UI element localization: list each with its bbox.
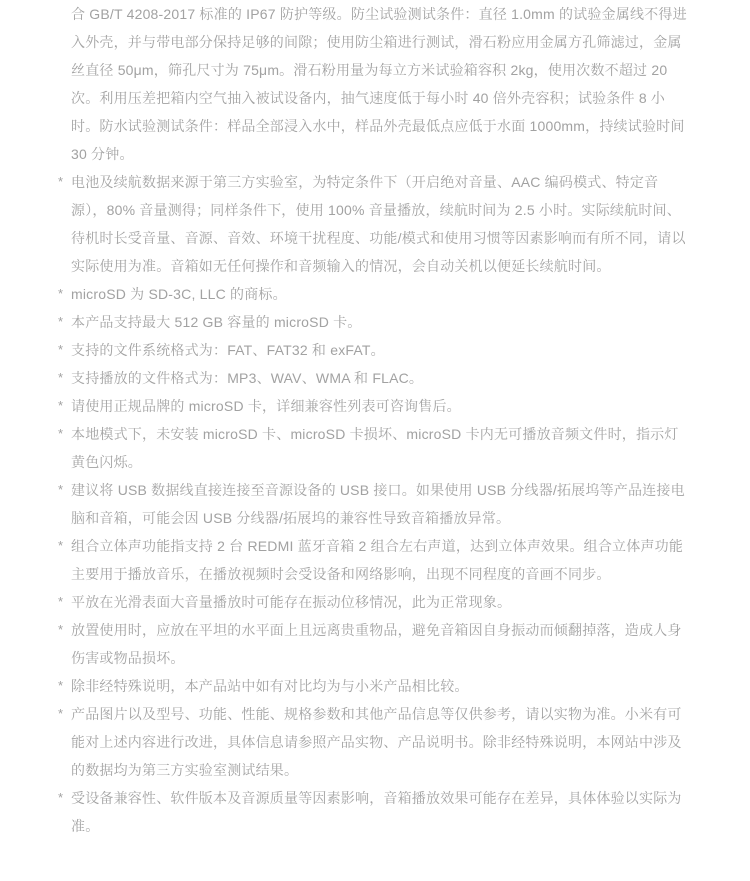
asterisk-bullet-icon: * [58,426,64,441]
note-text: 平放在光滑表面大音量播放时可能存在振动位移情况，此为正常现象。 [71,594,512,610]
disclaimer-note [58,616,692,672]
note-text: 支持的文件系统格式为：FAT、FAT32 和 exFAT。 [71,342,385,358]
asterisk-bullet-icon: * [58,286,64,301]
asterisk-bullet-icon: * [58,398,64,413]
note-text: 电池及续航数据来源于第三方实验室，为特定条件下（开启绝对音量、AAC 编码模式、特定音源），80% 音量测得；同样条件下，使用 100% 音量播放，续航时间为 2.5 小时。实际续航时间、待机时长受音量、音源、音效、环境干扰程度、功能/模式和使用习惯等因素影响而有所不同，请以实际使用为准。音箱如无任何操作和音频输入的情况，会自动关机以便延长续航时间。 [71,174,686,274]
disclaimer-note [58,420,692,476]
disclaimer-note [58,700,692,784]
note-text: 本产品支持最大 512 GB 容量的 microSD 卡。 [71,314,362,330]
disclaimer-note [58,476,692,532]
asterisk-bullet-icon: * [58,482,64,497]
asterisk-bullet-icon: * [58,706,64,721]
note-text: 请使用正规品牌的 microSD 卡，详细兼容性列表可咨询售后。 [71,398,461,414]
note-text: 组合立体声功能指支持 2 台 REDMI 蓝牙音箱 2 组合左右声道，达到立体声效果。组合立体声功能主要用于播放音乐，在播放视频时会受设备和网络影响，出现不同程度的音画不同步。 [71,538,684,582]
asterisk-bullet-icon: * [58,594,64,609]
disclaimer-note [58,336,692,364]
note-text: 建议将 USB 数据线直接连接至音源设备的 USB 接口。如果使用 USB 分线器/拓展坞等产品连接电脑和音箱，可能会因 USB 分线器/拓展坞的兼容性导致音箱播放异常。 [71,482,685,526]
note-text: 本地模式下，未安装 microSD 卡、microSD 卡损坏、microSD 卡内无可播放音频文件时，指示灯黄色闪烁。 [71,426,679,470]
disclaimer-note [58,784,692,840]
asterisk-bullet-icon: * [58,370,64,385]
asterisk-bullet-icon: * [58,790,64,805]
asterisk-bullet-icon: * [58,174,64,189]
disclaimer-list [58,0,692,840]
note-text: 支持播放的文件格式为：MP3、WAV、WMA 和 FLAC。 [71,370,424,386]
note-text: 合 GB/T 4208-2017 标准的 IP67 防护等级。防尘试验测试条件：直径 1.0mm 的试验金属线不得进入外壳，并与带电部分保持足够的间隙；使用防尘箱进行测试，滑石粉应用金属方孔筛滤过，金属丝直径 50μm，筛孔尺寸为 75μm。滑石粉用量为每立方米试验箱容积 2kg，使用次数不超过 20 次。利用压差把箱内空气抽入被试设备内，抽气速度低于每小时 40 倍外壳容积；试验条件 8 小时。防水试验测试条件：样品全部浸入水中，样品外壳最低点应低于水面 1000mm，持续试验时间 30 分钟。 [71,6,687,162]
disclaimer-note [58,392,692,420]
disclaimer-note [71,0,692,168]
note-text: 产品图片以及型号、功能、性能、规格参数和其他产品信息等仅供参考，请以实物为准。小米有可能对上述内容进行改进，具体信息请参照产品实物、产品说明书。除非经特殊说明，本网站中涉及的数据均为第三方实验室测试结果。 [71,706,682,778]
disclaimer-note [58,588,692,616]
note-text: 除非经特殊说明，本产品站中如有对比均为与小米产品相比较。 [71,678,469,694]
disclaimer-note [58,168,692,280]
disclaimer-note [58,280,692,308]
asterisk-bullet-icon: * [58,538,64,553]
disclaimer-note [58,308,692,336]
asterisk-bullet-icon: * [58,678,64,693]
note-text: 放置使用时，应放在平坦的水平面上且远离贵重物品，避免音箱因自身振动而倾翻掉落，造成人身伤害或物品损坏。 [71,622,682,666]
disclaimer-note [58,532,692,588]
asterisk-bullet-icon: * [58,622,64,637]
disclaimer-note [58,364,692,392]
asterisk-bullet-icon: * [58,314,64,329]
asterisk-bullet-icon: * [58,342,64,357]
disclaimer-note [58,672,692,700]
note-text: 受设备兼容性、软件版本及音源质量等因素影响，音箱播放效果可能存在差异，具体体验以实际为准。 [71,790,682,834]
note-text: microSD 为 SD-3C, LLC 的商标。 [71,286,287,302]
